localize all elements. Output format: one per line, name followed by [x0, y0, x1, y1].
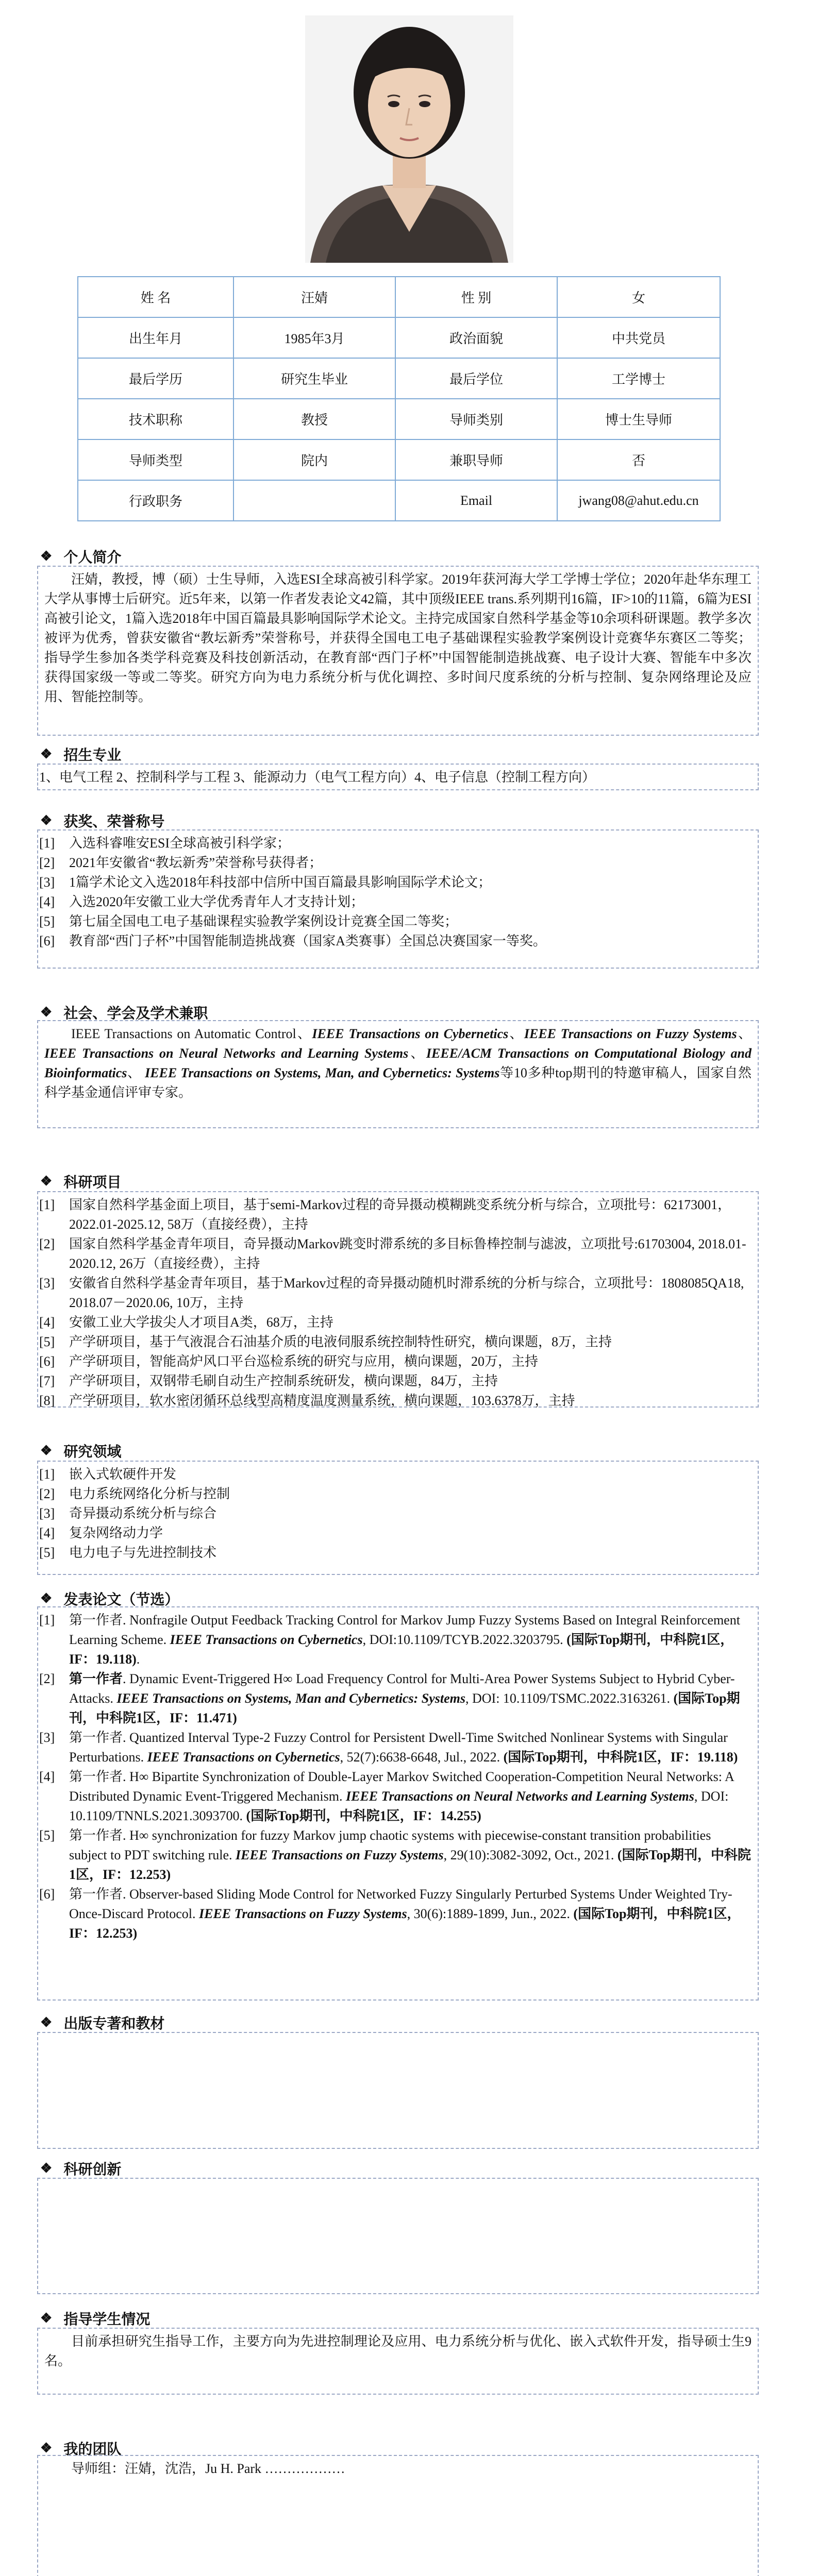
paper-rank: (国际Top期刊，中科院1区，IF：19.118) — [69, 1632, 734, 1667]
list-index: [1] — [39, 1613, 55, 1628]
diamond-bullet-icon: ❖ — [40, 1174, 53, 1189]
diamond-bullet-icon: ❖ — [40, 1591, 53, 1606]
paper-text: , DOI: 10.1109/TSMC.2022.3163261. — [465, 1691, 674, 1706]
label-title: 技术职称 — [78, 399, 233, 439]
separator: 、 — [408, 1046, 426, 1061]
list-index: [5] — [39, 1828, 55, 1843]
list-index: [2] — [39, 1486, 55, 1501]
paper-text: , 29(10):3082-3092, Oct., 2021. — [443, 1848, 617, 1862]
list-item — [39, 1195, 752, 1234]
paper-citation — [69, 1885, 752, 1943]
section-title-text: 我的团队 — [63, 2442, 122, 2458]
section-title-books — [40, 2012, 164, 2033]
papers-list — [39, 1611, 752, 1943]
paper-text: 第一作者. Nonfragile Output Feedback Tracking Control for Markov Jump Fuzzy Systems Based on Integral Reinforcement Learning Scheme. — [69, 1613, 740, 1647]
diamond-bullet-icon: ❖ — [40, 813, 53, 828]
section-title-papers — [40, 1588, 179, 1609]
list-text: 产学研项目，基于气液混合石油基介质的电液伺服系统控制特性研究，横向课题，8万，主持 — [69, 1334, 612, 1349]
list-item — [39, 1728, 752, 1767]
paper-rank: (国际Top期刊，中科院1区，IF：19.118) — [503, 1750, 738, 1765]
section-title-students — [40, 2308, 150, 2329]
label-part-time: 兼职导师 — [395, 439, 557, 480]
students-text: 目前承担研究生指导工作，主要方向为先进控制理论及应用、电力系统分析与优化、嵌入式软件开发，指导硕士生9名。 — [44, 2334, 752, 2368]
paper-text: 第一作者. H∞ synchronization for fuzzy Markov jump chaotic systems with piecewise-constant transition probabilities subject to PDT switching rule. — [69, 1828, 711, 1862]
section-title-text: 发表论文（节选） — [63, 1592, 179, 1608]
value-education: 研究生毕业 — [233, 358, 395, 399]
value-admin-position — [233, 480, 395, 521]
separator: 、 — [737, 1026, 752, 1041]
list-item — [39, 892, 752, 912]
list-item — [39, 834, 752, 853]
paper-citation — [69, 1826, 752, 1885]
section-title-text: 指导学生情况 — [63, 2312, 151, 2328]
innovation-box — [37, 2178, 759, 2294]
table-row — [78, 317, 720, 358]
section-title-majors — [40, 744, 121, 765]
diamond-bullet-icon: ❖ — [40, 2161, 53, 2176]
journal-name: IEEE Transactions on Fuzzy Systems — [236, 1848, 444, 1862]
label-birth: 出生年月 — [78, 317, 233, 358]
paper-text: , 52(7):6638-6648, Jul., 2022. — [340, 1750, 504, 1765]
list-item — [39, 1371, 752, 1391]
value-birth: 1985年3月 — [233, 317, 395, 358]
list-text: 嵌入式软硬件开发 — [69, 1467, 177, 1482]
label-supervisor-category: 导师类别 — [395, 399, 557, 439]
intro-text: 汪婧，教授，博（硕）士生导师，入选ESI全球高被引科学家。2019年获河海大学工学博士学位；2020年赴华东理工大学从事博士后研究。近5年来，以第一作者发表论文42篇，其中顶级IEEE trans.系列期刊16篇，IF>10的11篇，6篇为ESI高被引论文，1篇入选2018年中国百篇最具影响国际学术论文。主持完成国家自然科学基金等10余项科研课题。教学多次被评为优秀，曾获安徽省“教坛新秀”荣誉称号，并获得全国电工电子基础课程实验教学案例设计竞赛华东赛区二等奖；指导学生参加各类学科竞赛及科技创新活动，在教育部“西门子杯”中国智能制造挑战赛、电子设计大赛、智能车中多次获得国家级一等或二等奖。研究方向为电力系统分析与优化调控、多时间尺度系统的分析与控制、复杂网络理论及应用、智能控制等。 — [44, 572, 752, 704]
list-index: [2] — [39, 1236, 55, 1251]
students-box — [37, 2328, 759, 2395]
section-title-text: 招生专业 — [63, 748, 122, 764]
list-index: [8] — [39, 1393, 55, 1408]
list-text: 产学研项目，双钢带毛刷自动生产控制系统研发，横向课题，84万，主持 — [69, 1374, 498, 1388]
list-index: [3] — [39, 1730, 55, 1745]
journal-name: IEEE Transactions on Systems, Man and Cybernetics: Systems — [116, 1691, 465, 1706]
paper-text: . — [136, 1652, 140, 1667]
list-index: [1] — [39, 1467, 55, 1482]
value-degree: 工学博士 — [557, 358, 720, 399]
list-item — [39, 1885, 752, 1943]
paper-citation — [69, 1669, 752, 1728]
team-text: 导师组：汪婧，沈浩，Ju H. Park ……………… — [71, 2461, 345, 2476]
list-text: 入选科睿唯安ESI全球高被引科学家； — [69, 836, 291, 851]
label-education: 最后学历 — [78, 358, 233, 399]
paper-text: , DOI: 10.1109/TNNLS.2021.3093700. — [69, 1789, 729, 1823]
value-supervisor-category: 博士生导师 — [557, 399, 720, 439]
majors-box — [37, 764, 759, 790]
list-text: 2021年安徽省“教坛新秀”荣誉称号获得者； — [69, 855, 323, 870]
list-index: [4] — [39, 1769, 55, 1784]
list-item — [39, 1352, 752, 1371]
list-text: 奇异摄动系统分析与综合 — [69, 1506, 217, 1521]
separator: 、 — [508, 1026, 524, 1041]
label-admin-position: 行政职务 — [78, 480, 233, 521]
paper-rank: (国际Top期刊，中科院1区，IF：14.255) — [246, 1808, 481, 1823]
section-title-text: 获奖、荣誉称号 — [63, 814, 165, 830]
paper-text: 第一作者. Observer-based Sliding Mode Control for Networked Fuzzy Singularly Perturbed Systems Under Weighted Try-Once-Discard Protocol. — [69, 1887, 732, 1921]
label-politics: 政治面貌 — [395, 317, 557, 358]
journal-name: IEEE Transactions on Neural Networks and Learning Systems — [346, 1789, 694, 1804]
list-item — [39, 931, 752, 951]
email-link[interactable]: jwang08@ahut.edu.cn — [557, 480, 720, 521]
list-index: [4] — [39, 894, 55, 909]
journal-name: IEEE Transactions on Systems, Man, and Cybernetics: Systems — [145, 1065, 500, 1080]
list-index: [3] — [39, 1506, 55, 1521]
list-item — [39, 912, 752, 931]
list-text: 国家自然科学基金青年项目，奇异摄动Markov跳变时滞系统的多目标鲁棒控制与滤波，立项批号:61703004, 2018.01-2020.12, 26万（直接经费），主持 — [69, 1236, 746, 1271]
list-text: 入选2020年安徽工业大学优秀青年人才支持计划； — [69, 894, 364, 909]
list-index: [1] — [39, 836, 55, 851]
society-box — [37, 1020, 759, 1128]
list-text: 电力系统网络化分析与控制 — [69, 1486, 230, 1501]
journal-name: IEEE Transactions on Cybernetics — [170, 1632, 363, 1647]
list-item — [39, 1465, 752, 1484]
table-row — [78, 439, 720, 480]
value-title: 教授 — [233, 399, 395, 439]
society-prefix: IEEE Transactions on Automatic Control、 — [71, 1026, 312, 1041]
awards-box — [37, 829, 759, 969]
profile-photo — [305, 15, 513, 263]
diamond-bullet-icon: ❖ — [40, 2015, 53, 2030]
paper-text: , 30(6):1889-1899, Jun., 2022. — [407, 1906, 574, 1921]
label-degree: 最后学位 — [395, 358, 557, 399]
society-suffix: 等10多种top期刊的特邀审稿人，国家自然科学基金通信评审专家。 — [44, 1065, 752, 1100]
paper-text: 第一作者. Quantized Interval Type-2 Fuzzy Control for Persistent Dwell-Time Switched Nonlinear Systems with Singular Perturbations. — [69, 1730, 728, 1765]
paper-text: . Dynamic Event-Triggered H∞ Load Frequency Control for Multi-Area Power Systems Subject to Hybrid Cyber-Attacks. — [69, 1671, 735, 1706]
list-item — [39, 1543, 752, 1563]
section-title-text: 个人简介 — [63, 550, 122, 566]
list-item — [39, 1504, 752, 1523]
section-title-awards — [40, 810, 164, 831]
list-item — [39, 1391, 752, 1411]
list-text: 复杂网络动力学 — [69, 1526, 163, 1540]
value-part-time: 否 — [557, 439, 720, 480]
section-title-text: 科研创新 — [63, 2162, 122, 2178]
section-title-fields — [40, 1440, 121, 1461]
label-email: Email — [395, 480, 557, 521]
diamond-bullet-icon: ❖ — [40, 2311, 53, 2326]
list-item — [39, 1523, 752, 1543]
list-item — [39, 1611, 752, 1669]
paper-author-role: 第一作者 — [69, 1671, 123, 1686]
diamond-bullet-icon: ❖ — [40, 747, 53, 761]
list-index: [4] — [39, 1526, 55, 1540]
table-row — [78, 399, 720, 439]
list-item — [39, 873, 752, 892]
society-text — [44, 1024, 752, 1103]
person-portrait-image — [305, 15, 513, 263]
table-row — [78, 277, 720, 317]
list-text: 第七届全国电工电子基础课程实验教学案例设计竞赛全国二等奖； — [69, 914, 458, 929]
list-index: [4] — [39, 1315, 55, 1330]
intro-box — [37, 566, 759, 736]
table-row — [78, 358, 720, 399]
journal-name: IEEE Transactions on Fuzzy Systems — [524, 1026, 737, 1041]
list-item — [39, 1234, 752, 1274]
list-text: 电力电子与先进控制技术 — [69, 1545, 217, 1560]
list-text: 安徽工业大学拔尖人才项目A类，68万，主持 — [69, 1315, 333, 1330]
list-text: 国家自然科学基金面上项目，基于semi-Markov过程的奇异摄动模糊跳变系统分析与综合，立项批号：62173001，2022.01-2025.12, 58万（直接经费），主持 — [69, 1197, 731, 1232]
value-gender: 女 — [557, 277, 720, 317]
books-box — [37, 2032, 759, 2149]
label-name: 姓 名 — [78, 277, 233, 317]
majors-text: 1、电气工程 2、控制科学与工程 3、能源动力（电气工程方向）4、电子信息（控制工程方向） — [39, 770, 596, 785]
paper-rank: (国际Top期刊，中科院1区，IF：12.253) — [69, 1848, 751, 1882]
label-supervisor-type: 导师类型 — [78, 439, 233, 480]
list-item — [39, 1669, 752, 1728]
list-item — [39, 1484, 752, 1504]
section-title-projects — [40, 1171, 121, 1192]
list-item — [39, 1826, 752, 1885]
profile-info-table — [77, 276, 721, 521]
projects-box — [37, 1191, 759, 1408]
list-item — [39, 1274, 752, 1313]
journal-name: IEEE Transactions on Fuzzy Systems — [198, 1906, 407, 1921]
list-item — [39, 1767, 752, 1826]
section-title-society — [40, 1002, 208, 1023]
paper-text: 第一作者. H∞ Bipartite Synchronization of Double-Layer Markov Switched Cooperation-Competition Neural Networks: A Distributed Dynamic Event-Triggered Mechanism. — [69, 1769, 734, 1804]
list-index: [5] — [39, 1334, 55, 1349]
paper-rank: (国际Top期刊，中科院1区，IF：12.253) — [69, 1906, 741, 1941]
list-text: 安徽省自然科学基金青年项目，基于Markov过程的奇异摄动随机时滞系统的分析与综合，立项批号：1808085QA18, 2018.07－2020.06, 10万，主持 — [69, 1276, 744, 1310]
list-text: 产学研项目，软水密闭循环总线型高精度温度测量系统，横向课题，103.6378万，主持 — [69, 1393, 575, 1408]
list-index: [5] — [39, 914, 55, 929]
list-index: [6] — [39, 1354, 55, 1369]
section-title-intro — [40, 546, 121, 567]
value-name: 汪婧 — [233, 277, 395, 317]
journal-name: IEEE Transactions on Cybernetics — [147, 1750, 340, 1765]
list-item — [39, 853, 752, 873]
list-text: 教育部“西门子杯”中国智能制造挑战赛（国家A类赛事）全国总决赛国家一等奖。 — [69, 934, 546, 948]
fields-list — [39, 1465, 752, 1563]
label-gender: 性 别 — [395, 277, 557, 317]
table-row — [78, 480, 720, 521]
value-supervisor-type: 院内 — [233, 439, 395, 480]
separator: 、 — [127, 1065, 145, 1080]
list-index: [6] — [39, 1887, 55, 1902]
section-title-text: 科研项目 — [63, 1175, 122, 1191]
diamond-bullet-icon: ❖ — [40, 2441, 53, 2455]
section-title-innovation — [40, 2158, 121, 2179]
journal-name: IEEE/ACM Transactions on Computational Biology and Bioinformatics — [44, 1046, 752, 1080]
list-index: [1] — [39, 1197, 55, 1212]
awards-list — [39, 834, 752, 951]
paper-rank: (国际Top期刊，中科院1区，IF：11.471) — [69, 1691, 740, 1725]
list-index: [2] — [39, 855, 55, 870]
section-title-text: 社会、学会及学术兼职 — [63, 1006, 208, 1022]
team-box — [37, 2455, 759, 2576]
section-title-text: 研究领域 — [63, 1444, 122, 1460]
list-text: 1篇学术论文入选2018年科技部中信所中国百篇最具影响国际学术论文； — [69, 875, 492, 890]
projects-list — [39, 1195, 752, 1411]
diamond-bullet-icon: ❖ — [40, 1443, 53, 1458]
paper-citation — [69, 1728, 752, 1767]
list-index: [3] — [39, 1276, 55, 1291]
list-text: 产学研项目，智能高炉风口平台巡检系统的研究与应用，横向课题，20万，主持 — [69, 1354, 539, 1369]
paper-citation — [69, 1611, 752, 1669]
journal-name: IEEE Transactions on Neural Networks and Learning Systems — [44, 1046, 409, 1061]
list-item — [39, 1313, 752, 1332]
list-index: [3] — [39, 875, 55, 890]
list-item — [39, 1332, 752, 1352]
list-index: [2] — [39, 1671, 55, 1686]
list-index: [7] — [39, 1374, 55, 1388]
journal-name: IEEE Transactions on Cybernetics — [312, 1026, 509, 1041]
diamond-bullet-icon: ❖ — [40, 549, 53, 564]
list-index: [5] — [39, 1545, 55, 1560]
paper-citation — [69, 1767, 752, 1826]
list-index: [6] — [39, 934, 55, 948]
value-politics: 中共党员 — [557, 317, 720, 358]
fields-box — [37, 1461, 759, 1575]
paper-text: , DOI:10.1109/TCYB.2022.3203795. — [362, 1632, 567, 1647]
papers-box — [37, 1606, 759, 2001]
section-title-text: 出版专著和教材 — [63, 2016, 165, 2032]
diamond-bullet-icon: ❖ — [40, 1005, 53, 1020]
